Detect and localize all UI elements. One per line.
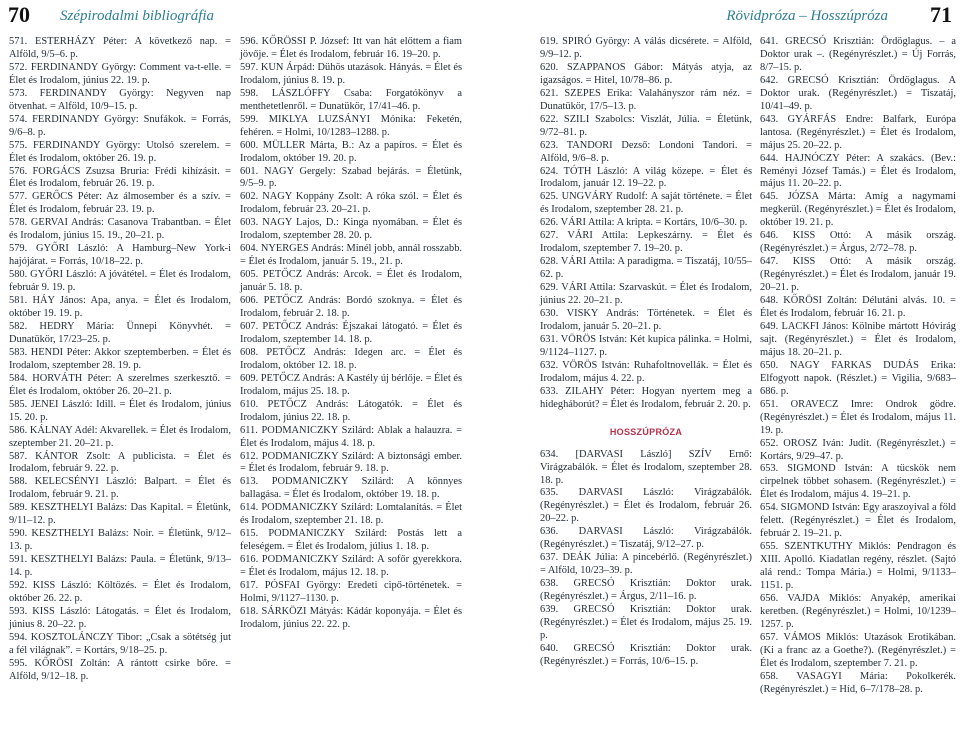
bibliography-entry: 612. PODMANICZKY Szilárd: A biztonsági ember. = Élet és Irodalom, február 9. 18. p. bbox=[240, 450, 462, 475]
bibliography-entry: 644. HAJNÓCZY Péter: A szakács. (Bev.: Reményi József Tamás.) = Élet és Irodalom, május 11. 20–22. p. bbox=[760, 152, 956, 190]
bibliography-entry: 629. VÁRI Attila: Szarvaskút. = Élet és Irodalom, június 22. 20–21. p. bbox=[540, 282, 752, 307]
bibliography-entry: 627. VÁRI Attila: Lepkeszárny. = Élet és Irodalom, szeptember 7. 19–20. p. bbox=[540, 230, 752, 255]
bibliography-entry: 651. ORAVECZ Imre: Ondrok gödre. (Regényrészlet.) = Élet és Irodalom, május 11. 19. p. bbox=[760, 398, 956, 436]
bibliography-entry: 616. PODMANICZKY Szilárd: A sofőr gyerekkora. = Élet és Irodalom, május 12. 18. p. bbox=[240, 554, 462, 579]
right-page bbox=[480, 0, 960, 732]
bibliography-entry: 596. KŐRÖSSI P. József: Itt van hát előttem a fiam jövője. = Élet és Irodalom, február 16. 19–20. p. bbox=[240, 36, 462, 60]
bibliography-entry: 580. GYŐRI László: A jóvátétel. = Élet és Irodalom, február 9. 19. p. bbox=[9, 269, 231, 294]
right-header bbox=[480, 0, 960, 28]
bibliography-entry: 619. SPIRÓ György: A válás dicsérete. = Alföld, 9/9–12. p. bbox=[540, 36, 752, 60]
bibliography-entry: 573. FERDINANDY György: Negyven nap ötvenhat. = Alföld, 10/9–15. p. bbox=[9, 87, 231, 112]
bibliography-entry: 604. NYERGES András: Minél jobb, annál rosszabb. = Élet és Irodalom, január 5. 19., 21. p. bbox=[240, 243, 462, 268]
bibliography-entry: 574. FERDINANDY György: Snufákok. = Forrás, 9/6–8. p. bbox=[9, 113, 231, 138]
right-column-1 bbox=[540, 36, 752, 669]
bibliography-entry: 601. NAGY Gergely: Szabad bejárás. = Életünk, 9/5–9. p. bbox=[240, 165, 462, 190]
bibliography-entry: 622. SZILI Szabolcs: Viszlát, Júlia. = Életünk, 9/72–81. p. bbox=[540, 113, 752, 138]
bibliography-entry: 611. PODMANICZKY Szilárd: Ablak a halauzra. = Élet és Irodalom, május 4. 18. p. bbox=[240, 424, 462, 449]
bibliography-entry: 594. KOSZTOLÁNCZY Tibor: „Csak a sötétség jut a fél világnak”. = Kortárs, 9/18–25. p. bbox=[9, 631, 231, 656]
bibliography-entry: 632. VÖRÖS István: Ruhafoltnovellák. = Élet és Irodalom, május 4. 22. p. bbox=[540, 359, 752, 384]
bibliography-entry: 631. VÖRÖS István: Két kupica pálinka. = Holmi, 9/1124–1127. p. bbox=[540, 333, 752, 358]
section-heading: HOSSZÚPRÓZA bbox=[609, 426, 683, 437]
bibliography-entry: 602. NAGY Koppány Zsolt: A róka szól. = Élet és Irodalom, február 23. 20–21. p. bbox=[240, 191, 462, 216]
bibliography-entry: 656. VAJDA Miklós: Anyakép, amerikai keretben. (Regényrészlet.) = Holmi, 10/1239–1257. p. bbox=[760, 592, 956, 630]
bibliography-entry: 633. ZILAHY Péter: Hogyan nyertem meg a hidegháborút? = Élet és Irodalom, február 2. 20. p. bbox=[540, 385, 752, 410]
bibliography-entry: 589. KESZTHELYI Balázs: Das Kapital. = Életünk, 9/11–12. p. bbox=[9, 502, 231, 527]
bibliography-entry: 640. GRECSÓ Krisztián: Doktor urak. (Regényrészlet.) = Forrás, 10/6–15. p. bbox=[540, 642, 752, 667]
bibliography-entry: 615. PODMANICZKY Szilárd: Postás lett a feleségem. = Élet és Irodalom, július 1. 18. p. bbox=[240, 528, 462, 553]
bibliography-entry: 653. SIGMOND István: A tücskök nem cirpelnek többet sohasem. (Regényrészlet.) = Élet és Irodalom, május 4. 19–21. p. bbox=[760, 463, 956, 501]
entry-list bbox=[540, 449, 752, 669]
bibliography-entry: 617. PÓSFAI György: Eredeti cipő-történetek. = Holmi, 9/1127–1130. p. bbox=[240, 580, 462, 604]
bibliography-entry: 647. KISS Ottó: A másik ország. (Regényrészlet.) = Élet és Irodalom, január 19. 20–21. p. bbox=[760, 256, 956, 294]
bibliography-entry: 652. OROSZ Iván: Judit. (Regényrészlet.) = Kortárs, 9/29–47. p. bbox=[760, 437, 956, 462]
bibliography-entry: 583. HENDI Péter: Akkor szeptemberben. = Élet és Irodalom, szeptember 28. 19. p. bbox=[9, 346, 231, 371]
bibliography-entry: 635. DARVASI László: Virágzabálók. (Regényrészlet.) = Élet és Irodalom, február 26. 20–22. p. bbox=[540, 487, 752, 525]
bibliography-entry: 650. NAGY FARKAS DUDÁS Erika: Elfogyott napok. (Részlet.) = Vigilia, 9/683–686. p. bbox=[760, 359, 956, 397]
bibliography-entry: 595. KŐRÖSI Zoltán: A rántott csirke bőre. = Alföld, 9/12–18. p. bbox=[9, 657, 231, 682]
bibliography-entry: 618. SÁRKÖZI Mátyás: Kádár koponyája. = Élet és Irodalom, június 22. 22. p. bbox=[240, 605, 462, 630]
bibliography-entry: 639. GRECSÓ Krisztián: Doktor urak. (Regényrészlet.) = Élet és Irodalom, május 25. 19. p. bbox=[540, 604, 752, 641]
bibliography-entry: 655. SZENTKUTHY Miklós: Pendragon és XIII. Apolló. Kiadatlan regény, részlet. (Sajtó alá rend.: Tompa Mária.) = Holmi, 9/1133–1151. p. bbox=[760, 541, 956, 592]
left-column-1 bbox=[9, 36, 231, 684]
bibliography-entry: 643. GYÁRFÁS Endre: Balfark, Európa lantosa. (Regényrészlet.) = Élet és Irodalom, május 25. 20–22. p. bbox=[760, 113, 956, 151]
bibliography-entry: 576. FORGÁCS Zsuzsa Bruria: Frédi kihízásit. = Élet és Irodalom, február 26. 19. p. bbox=[9, 165, 231, 190]
bibliography-entry: 605. PETŐCZ András: Arcok. = Élet és Irodalom, január 5. 18. p. bbox=[240, 269, 462, 294]
bibliography-entry: 598. LÁSZLÓFFY Csaba: Forgatókönyv a menthetetlenről. = Dunatükör, 17/41–46. p. bbox=[240, 87, 462, 112]
bibliography-entry: 642. GRECSÓ Krisztián: Ördöglagus. A Doktor urak. (Regényrészlet.) = Tiszatáj, 10/41–49. p. bbox=[760, 74, 956, 112]
bibliography-entry: 597. KUN Árpád: Dühös utazások. Hányás. = Élet és Irodalom, június 8. 19. p. bbox=[240, 61, 462, 86]
bibliography-entry: 658. VASAGYI Mária: Pokolkerék. (Regényrészlet.) = Híd, 6–7/178–28. p. bbox=[760, 670, 956, 695]
bibliography-entry: 591. KESZTHELYI Balázs: Paula. = Életünk, 9/13–14. p. bbox=[9, 554, 231, 579]
bibliography-entry: 584. HORVÁTH Péter: A szerelmes szerkesztő. = Élet és Irodalom, október 26. 20–21. p. bbox=[9, 372, 231, 397]
bibliography-entry: 586. KÁLNAY Adél: Akvarellek. = Élet és Irodalom, szeptember 21. 20–21. p. bbox=[9, 424, 231, 449]
bibliography-entry: 630. VISKY András: Történetek. = Élet és Irodalom, január 5. 20–21. p. bbox=[540, 308, 752, 332]
bibliography-entry: 641. GRECSÓ Krisztián: Ördöglagus. – a Doktor urak –. (Regényrészlet.) = Új Forrás, 8/7–15. p. bbox=[760, 36, 956, 73]
bibliography-entry: 590. KESZTHELYI Balázs: Noir. = Életünk, 9/12–13. p. bbox=[9, 528, 231, 553]
bibliography-entry: 610. PETŐCZ András: Látogatók. = Élet és Irodalom, június 22. 18. p. bbox=[240, 398, 462, 423]
bibliography-entry: 571. ESTERHÁZY Péter: A következő nap. = Alföld, 9/5–6. p. bbox=[9, 36, 231, 60]
page-number: 70 bbox=[8, 2, 30, 27]
bibliography-entry: 606. PETŐCZ András: Bordó szoknya. = Élet és Irodalom, február 2. 18. p. bbox=[240, 295, 462, 320]
bibliography-entry: 613. PODMANICZKY Szilárd: A könnyes ballagása. = Élet és Irodalom, október 19. 18. p. bbox=[240, 476, 462, 501]
bibliography-entry: 599. MIKLYA LUZSÁNYI Mónika: Feketén, fehéren. = Holmi, 10/1283–1288. p. bbox=[240, 113, 462, 138]
bibliography-entry: 645. JÓZSA Márta: Amíg a nagymami megkerül. (Regényrészlet.) = Élet és Irodalom, október 19. 21. p. bbox=[760, 191, 956, 229]
bibliography-entry: 626. VÁRI Attila: A kripta. = Kortárs, 10/6–30. p. bbox=[540, 217, 748, 229]
bibliography-entry: 577. GERŐCS Péter: Az álmosember és a szív. = Élet és Irodalom, február 23. 19. p. bbox=[9, 191, 231, 216]
bibliography-entry: 607. PETŐCZ András: Éjszakai látogató. = Élet és Irodalom, szeptember 14. 18. p. bbox=[240, 320, 462, 345]
bibliography-entry: 585. JENEI László: Idill. = Élet és Irodalom, június 15. 20. p. bbox=[9, 398, 231, 423]
page-number: 71 bbox=[930, 2, 952, 27]
bibliography-entry: 587. KÁNTOR Zsolt: A publicista. = Élet és Irodalom, február 9. 22. p. bbox=[9, 450, 231, 475]
bibliography-entry: 578. GERVAI András: Casanova Trabantban. = Élet és Irodalom, június 15. 19., 20–21. p. bbox=[9, 217, 231, 242]
bibliography-entry: 582. HEDRY Mária: Ünnepi Könyvhét. = Dunatükör, 17/23–25. p. bbox=[9, 320, 231, 345]
bibliography-entry: 638. GRECSÓ Krisztián: Doktor urak. (Regényrészlet.) = Árgus, 2/11–16. p. bbox=[540, 578, 752, 603]
bibliography-entry: 581. HÁY János: Apa, anya. = Élet és Irodalom, október 19. 19. p. bbox=[9, 295, 231, 320]
bibliography-entry: 603. NAGY Lajos, D.: Kinga nyomában. = Élet és Irodalom, szeptember 28. 20. p. bbox=[240, 217, 462, 242]
bibliography-entry: 621. SZEPES Erika: Valahányszor rám néz. = Dunatükör, 17/5–13. p. bbox=[540, 87, 752, 112]
bibliography-entry: 593. KISS László: Látogatás. = Élet és Irodalom, június 8. 20–22. p. bbox=[9, 605, 231, 630]
bibliography-entry: 628. VÁRI Attila: A paradigma. = Tiszatáj, 10/55–62. p. bbox=[540, 256, 752, 281]
bibliography-entry: 637. DEÁK Júlia: A pincebérlő. (Regényrészlet.) = Alföld, 10/23–39. p. bbox=[540, 552, 752, 577]
bibliography-entry: 614. PODMANICZKY Szilárd: Lomtalanítás. = Élet és Irodalom, szeptember 21. 18. p. bbox=[240, 502, 462, 527]
bibliography-entry: 634. [DARVASI László] SZÍV Ernő: Virágzabálók. = Élet és Irodalom, szeptember 28. 18. p. bbox=[540, 448, 752, 486]
bibliography-entry: 572. FERDINANDY György: Comment va-t-elle. = Élet és Irodalom, június 22. 19. p. bbox=[9, 61, 231, 86]
bibliography-entry: 609. PETŐCZ András: A Kastély új bérlője. = Élet és Irodalom, május 25. 18. p. bbox=[240, 372, 463, 397]
bibliography-entry: 657. VÁMOS Miklós: Utazások Erotikában. (Ki a franc az a Goethe?). (Regényrészlet.) = Élet és Irodalom, szeptember 7. 21. p. bbox=[760, 631, 956, 669]
bibliography-entry: 623. TANDORI Dezső: Londoni Tandori. = Alföld, 9/6–8. p. bbox=[540, 139, 752, 164]
bibliography-entry: 608. PETŐCZ András: Idegen arc. = Élet és Irodalom, október 12. 18. p. bbox=[240, 346, 462, 371]
bibliography-entry: 649. LACKFI János: Kölnibe mártott Hóvirág sajt. (Regényrészlet.) = Élet és Irodalom, május 18. 20–21. p. bbox=[760, 320, 956, 358]
bibliography-entry: 592. KISS László: Költözés. = Élet és Irodalom, október 26. 22. p. bbox=[9, 580, 231, 604]
running-head: Szépirodalmi bibliográfia bbox=[60, 8, 215, 24]
right-column-2 bbox=[760, 36, 956, 697]
left-column-2 bbox=[240, 36, 462, 632]
bibliography-entry: 579. GYŐRI László: A Hamburg–New York-i hajójárat. = Forrás, 10/18–22. p. bbox=[9, 243, 231, 268]
bibliography-entry: 588. KELECSÉNYI László: Balpart. = Élet és Irodalom, február 9. 21. p. bbox=[9, 476, 231, 501]
bibliography-entry: 620. SZAPPANOS Gábor: Mátyás atyja, az igazságos. = Hitel, 10/78–86. p. bbox=[540, 61, 752, 86]
bibliography-entry: 636. DARVASI László: Virágzabálók. (Regényrészlet.) = Tiszatáj, 9/12–27. p. bbox=[540, 526, 752, 551]
running-head: Rövidpróza – Hosszúpróza bbox=[726, 8, 888, 24]
left-header bbox=[0, 0, 480, 28]
bibliography-entry: 646. KISS Ottó: A másik ország. (Regényrészlet.) = Árgus, 2/72–78. p. bbox=[760, 230, 956, 255]
bibliography-entry: 624. TÓTH László: A világ közepe. = Élet és Irodalom, január 12. 19–22. p. bbox=[540, 165, 752, 190]
bibliography-entry: 654. SIGMOND István: Egy araszoyival a föld felett. (Regényrészlet.) = Élet és Irodalom, február 2. 19–21. p. bbox=[760, 502, 956, 540]
entry-list bbox=[540, 36, 752, 412]
bibliography-entry: 625. UNGVÁRY Rudolf: A saját története. = Élet és Irodalom, szeptember 28. 21. p. bbox=[540, 191, 752, 216]
bibliography-entry: 600. MÜLLER Márta, B.: Az a papíros. = Élet és Irodalom, október 19. 20. p. bbox=[240, 139, 462, 164]
bibliography-entry: 575. FERDINANDY György: Utolsó szerelem. = Élet és Irodalom, október 26. 19. p. bbox=[9, 139, 231, 164]
bibliography-entry: 648. KŐRÖSI Zoltán: Délutáni alvás. 10. = Élet és Irodalom, február 16. 21. p. bbox=[760, 295, 956, 320]
